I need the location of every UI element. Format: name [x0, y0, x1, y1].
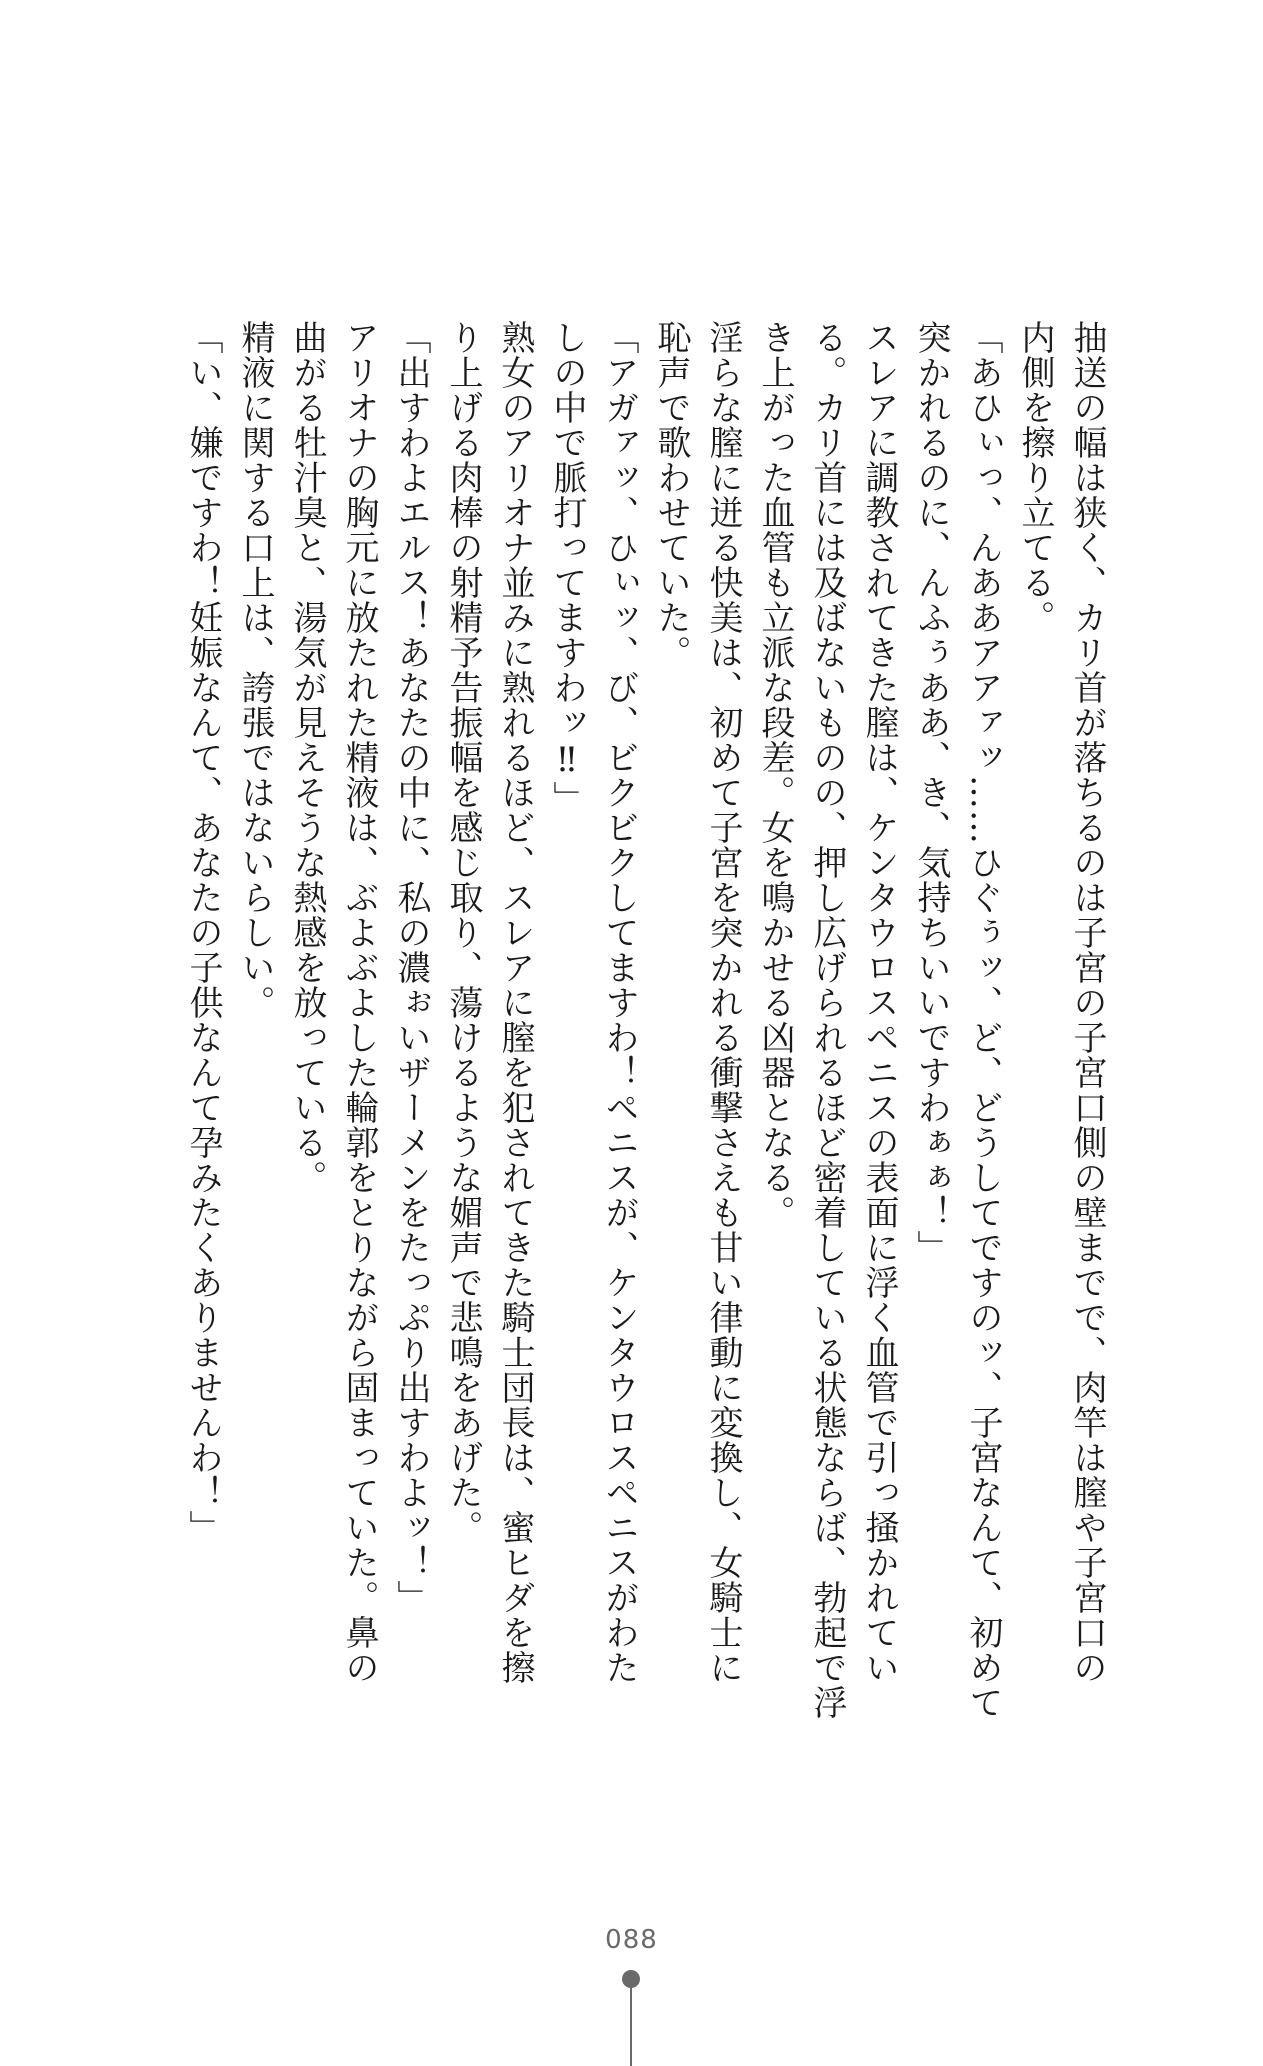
text-line: 淫らな膣に迸る快美は、初めて子宮を突かれる衝撃さえも甘い律動に変換し、女騎士に [703, 320, 743, 1685]
text-line: 抽送の幅は狭く、カリ首が落ちるのは子宮の子宮口側の壁までで、肉竿は膣や子宮口の [1067, 320, 1107, 1685]
text-line: 突かれるのに、んふぅああ、き、気持ちいいですわぁぁ！」 [911, 320, 951, 1265]
text-line: 熟女のアリオナ並みに熟れるほど、スレアに膣を犯されてきた騎士団長は、蜜ヒダを擦 [495, 320, 535, 1685]
page-marker-line [630, 1986, 632, 2066]
text-line: 「アガァッ、ひぃッ、び、ビクビクしてますわ！ペニスが、ケンタウロスペニスがわた [599, 320, 639, 1685]
text-line: 恥声で歌わせていた。 [651, 320, 691, 670]
text-line: 曲がる牡汁臭と、湯気が見えそうな熱感を放っている。 [287, 320, 327, 1195]
text-line: スレアに調教されてきた膣は、ケンタウロスペニスの表面に浮く血管で引っ掻かれてい [859, 320, 899, 1685]
body-text [113, 320, 1113, 1720]
text-line: 「い、嫌ですわ！妊娠なんて、あなたの子供なんて孕みたくありませんわ！」 [183, 320, 223, 1545]
text-line: 「あひぃっ、んああアアァッ……ひぐぅッ、ど、どうしてですのッ、子宮なんて、初めて [963, 320, 1003, 1720]
text-line: 「出すわよエルス！あなたの中に、私の濃ぉいザーメンをたっぷり出すわよッ！」 [391, 320, 431, 1615]
text-line: る。カリ首には及ばないものの、押し広げられるほど密着している状態ならば、勃起で浮 [807, 320, 847, 1720]
text-line: 精液に関する口上は、誇張ではないらしい。 [235, 320, 275, 1020]
text-line: アリオナの胸元に放たれた精液は、ぶよぶよした輪郭をとりながら固まっていた。鼻の [339, 320, 379, 1685]
text-line: 内側を擦り立てる。 [1015, 320, 1055, 635]
text-line: しの中で脈打ってますわッ‼」 [547, 320, 587, 816]
text-line: り上げる肉棒の射精予告振幅を感じ取り、蕩けるような媚声で悲鳴をあげた。 [443, 320, 483, 1545]
text-line: き上がった血管も立派な段差。女を鳴かせる凶器となる。 [755, 320, 795, 1230]
page-number: 088 [605, 1925, 658, 1955]
